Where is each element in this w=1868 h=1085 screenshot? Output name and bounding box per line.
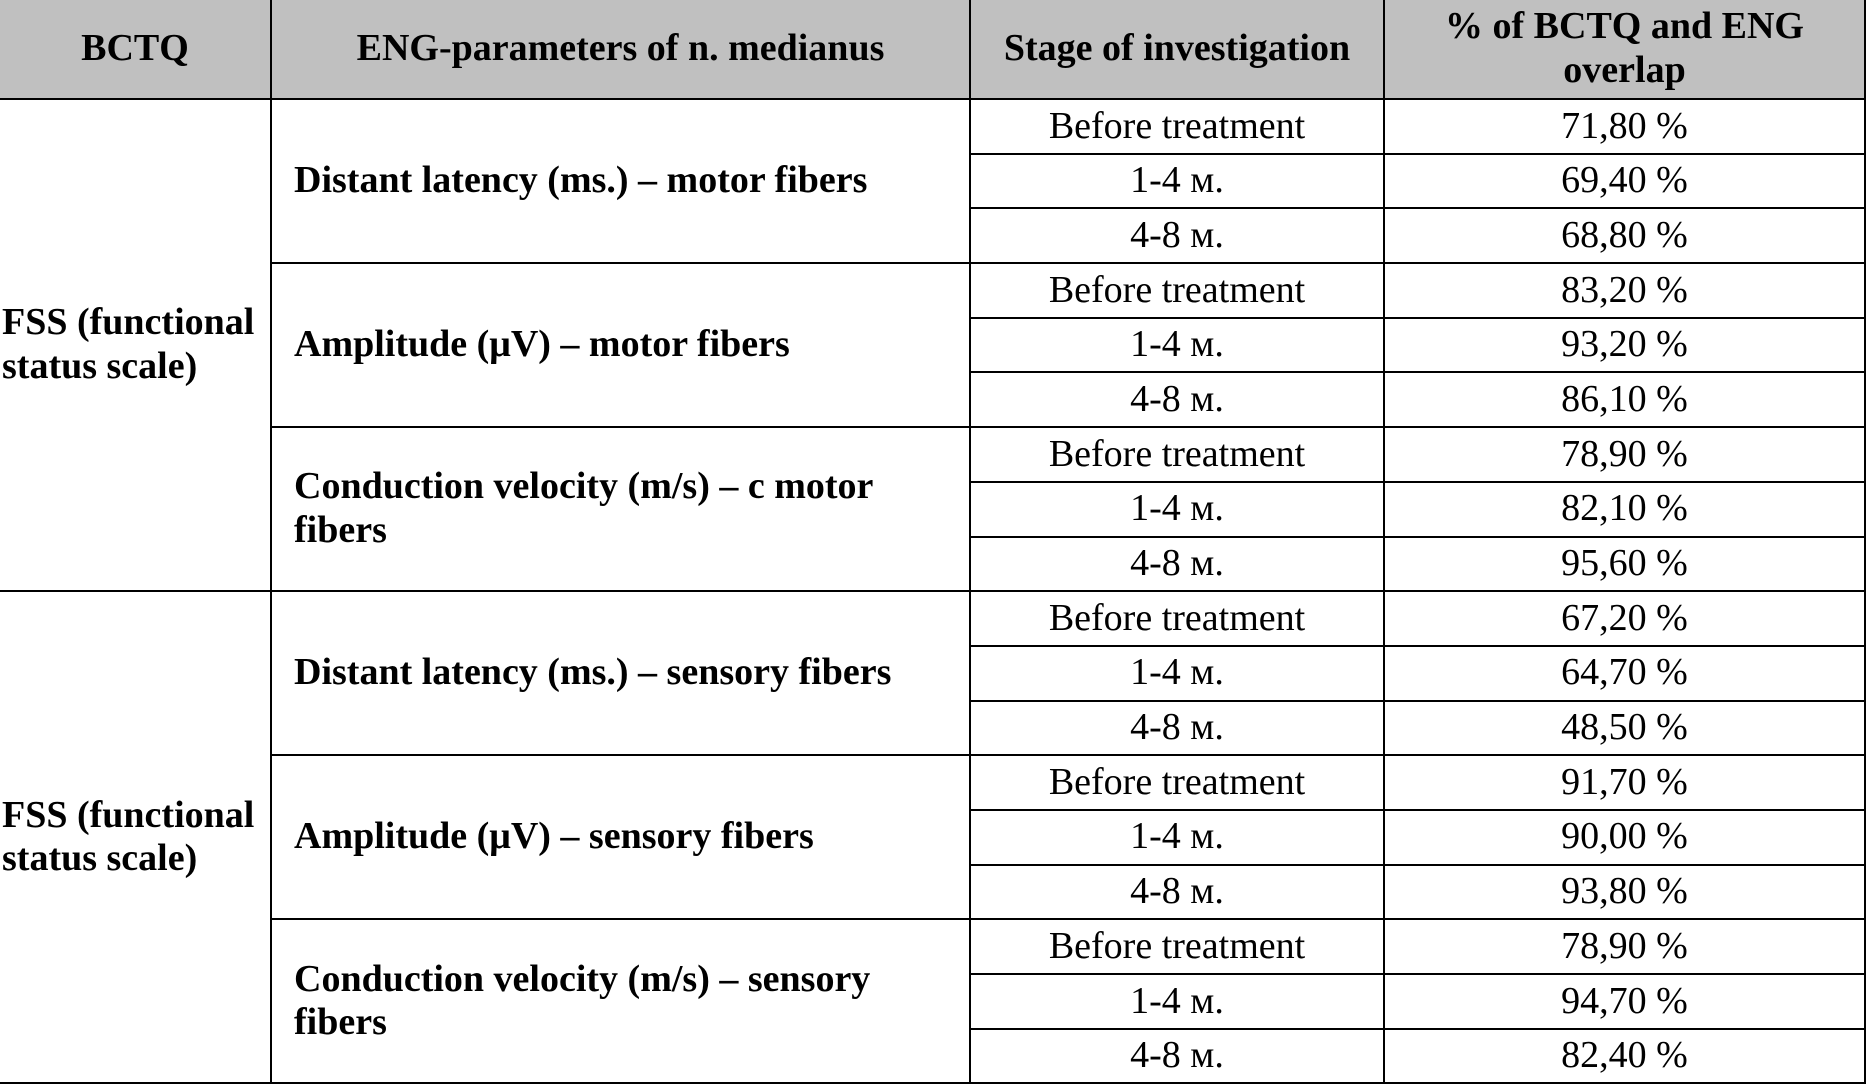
eng-parameter-cell: Conduction velocity (m/s) – sensory fibers xyxy=(271,919,970,1083)
table-row xyxy=(0,427,1865,482)
overlap-percent-cell: 82,40 % xyxy=(1384,1029,1865,1084)
table-row xyxy=(0,919,1865,974)
overlap-percent-cell: 82,10 % xyxy=(1384,482,1865,537)
header-stage: Stage of investigation xyxy=(970,0,1384,99)
stage-cell: Before treatment xyxy=(970,263,1384,318)
eng-parameter-cell: Conduction velocity (m/s) – c motor fibers xyxy=(271,427,970,591)
eng-parameter-cell: Amplitude (μV) – sensory fibers xyxy=(271,755,970,919)
table-row xyxy=(0,263,1865,318)
stage-cell: 1-4 м. xyxy=(970,810,1384,865)
stage-cell: Before treatment xyxy=(970,99,1384,154)
overlap-percent-cell: 83,20 % xyxy=(1384,263,1865,318)
overlap-percent-cell: 94,70 % xyxy=(1384,974,1865,1029)
overlap-percent-cell: 90,00 % xyxy=(1384,810,1865,865)
overlap-percent-cell: 95,60 % xyxy=(1384,537,1865,592)
stage-cell: 1-4 м. xyxy=(970,482,1384,537)
overlap-percent-cell: 69,40 % xyxy=(1384,154,1865,209)
eng-parameter-cell: Amplitude (μV) – motor fibers xyxy=(271,263,970,427)
overlap-percent-cell: 78,90 % xyxy=(1384,427,1865,482)
overlap-percent-cell: 48,50 % xyxy=(1384,701,1865,756)
header-bctq: BCTQ xyxy=(0,0,271,99)
stage-cell: 4-8 м. xyxy=(970,208,1384,263)
overlap-percent-cell: 78,90 % xyxy=(1384,919,1865,974)
stage-cell: Before treatment xyxy=(970,755,1384,810)
table-row xyxy=(0,591,1865,646)
header-eng-parameters: ENG-parameters of n. medianus xyxy=(271,0,970,99)
bctq-cell: FSS (functional status scale) xyxy=(0,99,271,591)
bctq-cell: FSS (functional status scale) xyxy=(0,591,271,1083)
overlap-percent-cell: 91,70 % xyxy=(1384,755,1865,810)
stage-cell: 4-8 м. xyxy=(970,537,1384,592)
stage-cell: 1-4 м. xyxy=(970,154,1384,209)
overlap-percent-cell: 71,80 % xyxy=(1384,99,1865,154)
stage-cell: Before treatment xyxy=(970,427,1384,482)
stage-cell: 1-4 м. xyxy=(970,646,1384,701)
table-row xyxy=(0,99,1865,154)
stage-cell: 1-4 м. xyxy=(970,974,1384,1029)
stage-cell: Before treatment xyxy=(970,591,1384,646)
overlap-percent-cell: 86,10 % xyxy=(1384,372,1865,427)
eng-parameter-cell: Distant latency (ms.) – motor fibers xyxy=(271,99,970,263)
eng-parameter-cell: Distant latency (ms.) – sensory fibers xyxy=(271,591,970,755)
table-row xyxy=(0,755,1865,810)
header-row xyxy=(0,0,1865,99)
stage-cell: 4-8 м. xyxy=(970,701,1384,756)
overlap-percent-cell: 93,20 % xyxy=(1384,318,1865,373)
overlap-percent-cell: 67,20 % xyxy=(1384,591,1865,646)
header-overlap: % of BCTQ and ENG overlap xyxy=(1384,0,1865,99)
stage-cell: 4-8 м. xyxy=(970,1029,1384,1084)
stage-cell: 1-4 м. xyxy=(970,318,1384,373)
stage-cell: 4-8 м. xyxy=(970,865,1384,920)
overlap-percent-cell: 64,70 % xyxy=(1384,646,1865,701)
stage-cell: 4-8 м. xyxy=(970,372,1384,427)
overlap-percent-cell: 93,80 % xyxy=(1384,865,1865,920)
overlap-percent-cell: 68,80 % xyxy=(1384,208,1865,263)
stage-cell: Before treatment xyxy=(970,919,1384,974)
